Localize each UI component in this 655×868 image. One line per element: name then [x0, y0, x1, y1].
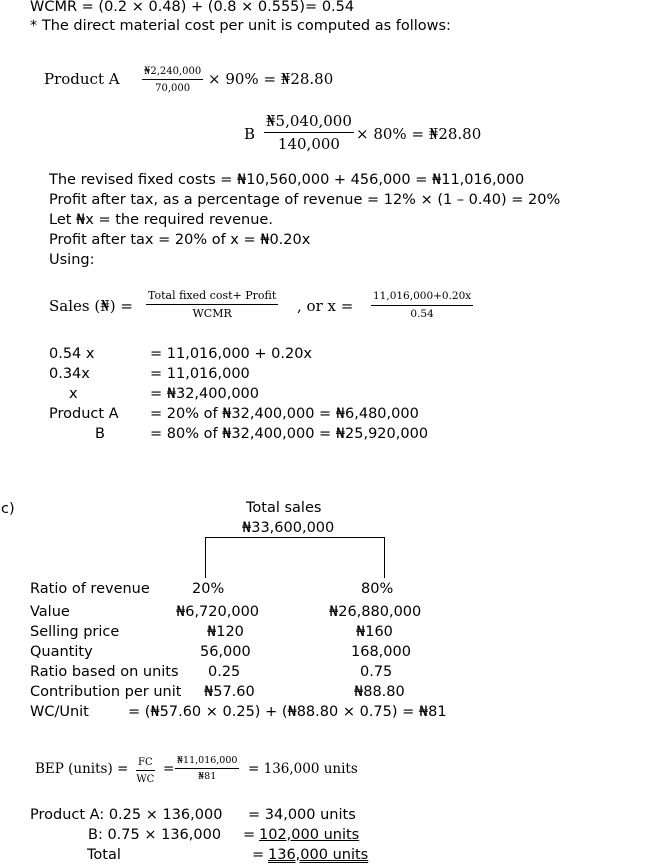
solve-value-4: = 80% of ₦32,400,000 = ₦25,920,000 — [150, 426, 429, 442]
sales-denominator-1: WCMR — [192, 307, 232, 321]
sales-or: , or x = — [297, 297, 354, 315]
solve-value-0: = 11,016,000 + 0.20x — [150, 346, 313, 362]
solve-value-1: = 11,016,000 — [150, 366, 250, 382]
sales-numerator-2: 11,016,000+0.20x — [371, 291, 473, 306]
dm-b-denominator: 140,000 — [277, 134, 340, 153]
row-a-selling-price: ₦120 — [207, 624, 244, 640]
solve-label-4: B — [95, 426, 105, 442]
tree-right-branch — [384, 537, 385, 578]
using-label: Using: — [49, 252, 95, 268]
row-label-ratio-units: Ratio based on units — [30, 664, 179, 680]
dm-b-result: × 80% = ₦28.80 — [356, 125, 482, 143]
sales-fraction-1 — [146, 290, 278, 320]
row-label-contribution: Contribution per unit — [30, 684, 182, 700]
final-a-label: Product A: 0.25 × 136,000 — [30, 807, 223, 823]
final-a-value: = 34,000 units — [248, 807, 356, 823]
row-b-ratio-revenue: 80% — [361, 581, 394, 597]
wc-unit-label: WC/Unit — [30, 704, 89, 720]
row-b-contribution: ₦88.80 — [354, 684, 405, 700]
row-a-contribution: ₦57.60 — [204, 684, 255, 700]
row-b-value: ₦26,880,000 — [329, 604, 422, 620]
dm-a-denominator: 70,000 — [155, 83, 191, 94]
bep-wc: WC — [136, 774, 155, 785]
row-b-ratio-units: 0.75 — [360, 664, 393, 680]
bep-denominator: ₦81 — [198, 771, 217, 783]
solve-value-3: = 20% of ₦32,400,000 = ₦6,480,000 — [150, 406, 419, 422]
let-x: Let ₦x = the required revenue. — [49, 212, 273, 228]
bep-fc: FC — [136, 757, 155, 771]
bep-lhs: BEP (units) = — [35, 761, 129, 777]
bep-equals: = — [163, 761, 175, 777]
sales-fraction-2 — [371, 291, 473, 320]
tree-horizontal-line — [205, 537, 385, 538]
final-total-label: Total — [87, 847, 121, 863]
final-b-equals: = — [243, 827, 256, 843]
row-a-ratio-revenue: 20% — [192, 581, 225, 597]
row-a-ratio-units: 0.25 — [208, 664, 241, 680]
sales-numerator-1: Total fixed cost+ Profit — [146, 290, 278, 305]
bep-value-fraction — [175, 756, 239, 783]
bep-fc-wc-fraction — [136, 757, 155, 785]
total-sales-title: Total sales — [246, 500, 322, 516]
solve-label-0: 0.54 x — [49, 346, 95, 362]
part-c-label: c) — [1, 501, 15, 517]
profit-after-tax-x: Profit after tax = 20% of x = ₦0.20x — [49, 232, 311, 248]
revised-fixed-costs: The revised fixed costs = ₦10,560,000 + 456,000 = ₦11,016,000 — [49, 172, 525, 188]
dm-a-label: Product A — [44, 70, 120, 88]
dm-a-result: × 90% = ₦28.80 — [208, 70, 334, 88]
dm-b-numerator: ₦5,040,000 — [264, 113, 354, 133]
row-label-ratio-revenue: Ratio of revenue — [30, 581, 150, 597]
row-label-value: Value — [30, 604, 70, 620]
solve-label-2: x — [69, 386, 78, 402]
wcmr-line: WCMR = (0.2 × 0.48) + (0.8 × 0.555)= 0.54 — [30, 0, 355, 15]
solve-value-2: = ₦32,400,000 — [150, 386, 260, 402]
dm-note: * The direct material cost per unit is computed as follows: — [30, 18, 451, 34]
tree-left-branch — [205, 537, 206, 578]
row-a-value: ₦6,720,000 — [176, 604, 260, 620]
final-b-label: B: 0.75 × 136,000 — [88, 827, 222, 843]
final-total-value: 136,000 units — [268, 847, 369, 863]
sales-denominator-2: 0.54 — [410, 307, 434, 320]
final-b-value: 102,000 units — [259, 827, 360, 843]
row-label-selling-price: Selling price — [30, 624, 120, 640]
profit-after-tax-pct: Profit after tax, as a percentage of revenue = 12% × (1 – 0.40) = 20% — [49, 192, 561, 208]
row-b-quantity: 168,000 — [351, 644, 411, 660]
final-total-equals: = — [252, 847, 265, 863]
dm-a-fraction — [142, 66, 203, 94]
wc-unit-value: = (₦57.60 × 0.25) + (₦88.80 × 0.75) = ₦81 — [128, 704, 447, 720]
bep-numerator: ₦11,016,000 — [175, 756, 239, 769]
row-label-quantity: Quantity — [30, 644, 93, 660]
row-a-quantity: 56,000 — [200, 644, 251, 660]
dm-b-fraction — [264, 113, 354, 152]
solve-label-1: 0.34x — [49, 366, 90, 382]
bep-result: = 136,000 units — [248, 761, 358, 777]
solve-label-3: Product A — [49, 406, 119, 422]
row-b-selling-price: ₦160 — [356, 624, 393, 640]
sales-lhs: Sales (₦) = — [49, 297, 133, 315]
total-sales-value: ₦33,600,000 — [242, 520, 335, 536]
dm-b-label: B — [244, 125, 256, 143]
dm-a-numerator: ₦2,240,000 — [142, 66, 203, 80]
